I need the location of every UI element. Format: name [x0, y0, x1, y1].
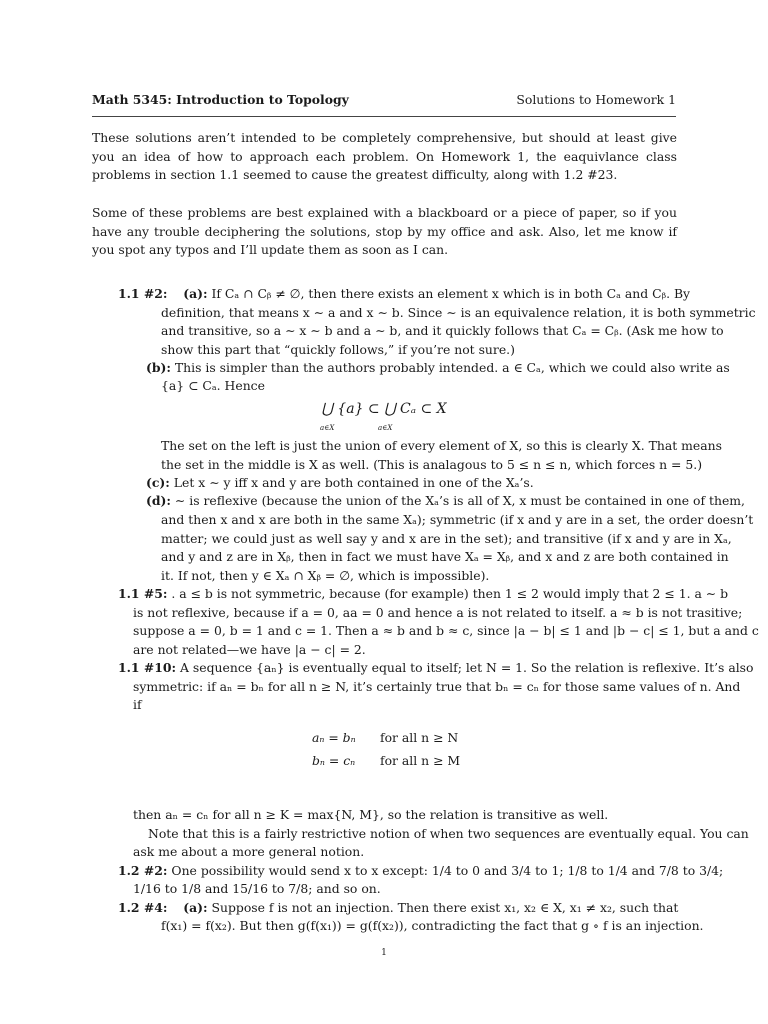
problem-label: 1.1 #5:	[118, 586, 168, 601]
text-line: 1/16 to 1/8 and 15/16 to 7/8; and so on.	[133, 881, 381, 896]
equation-1-right: for all n ≥ N	[380, 730, 459, 745]
text-line: Let x ∼ y iff x and y are both contained in one of the Xₐ’s.	[173, 475, 534, 490]
problem-1-1-2-line-a1	[118, 285, 691, 304]
intro-paragraph-1: These solutions aren’t intended to be completely comprehensive, but should at least give you an idea of how to approach each problem. On Homework 1, the eaquivlance class problems in section 1.1 seemed to cause the greatest difficulty, along with 1.2 #23.	[92, 130, 677, 183]
document-subtitle: Solutions to Homework 1	[516, 92, 676, 107]
equation-2-right: for all n ≥ M	[380, 753, 461, 768]
problem-label: 1.1 #2:	[118, 286, 168, 301]
text-line: f(x₁) = f(x₂). But then g(f(x₁)) = g(f(x₂)), contradicting the fact that g ∘ f is an injection.	[161, 918, 704, 933]
text-line: it. If not, then y ∈ Xₐ ∩ Xᵦ = ∅, which is impossible).	[161, 568, 490, 583]
union-index-2: a∈X	[378, 424, 393, 432]
text-line: suppose a = 0, b = 1 and c = 1. Then a ≈ b and b ≈ c, since |a − b| ≤ 1 and |b − c| ≤ 1, but a and c	[133, 623, 759, 638]
part-c-label: (c):	[146, 475, 170, 490]
text-line: symmetric: if aₙ = bₙ for all n ≥ N, it’s certainly true that bₙ = cₙ for those same values of n. And	[133, 679, 741, 694]
text-line: show this part that “quickly follows,” if you’re not sure.)	[161, 342, 515, 357]
text-line: definition, that means x ∼ a and x ∼ b. Since ∼ is an equivalence relation, it is both symmetric	[161, 305, 756, 320]
problem-label: 1.2 #2:	[118, 863, 168, 878]
text-line: This is simpler than the authors probably intended. a ∈ Cₐ, which we could also write as	[174, 360, 730, 375]
text-line: If Cₐ ∩ Cᵦ ≠ ∅, then there exists an element x which is in both Cₐ and Cᵦ. By	[211, 286, 691, 301]
text-line: then aₙ = cₙ for all n ≥ K = max{N, M}, so the relation is transitive as well.	[133, 807, 609, 822]
text-line: if	[133, 697, 142, 712]
part-b-line-1	[146, 359, 730, 378]
part-a-label: (a):	[183, 900, 208, 915]
intro-paragraph-2: Some of these problems are best explained with a blackboard or a piece of paper, so if you have any trouble deciphering the solutions, stop by my office and ask. Also, let me know if you spot any typos and I’ll update them as soon as I can.	[92, 205, 677, 258]
text-line: matter; we could just as well say y and x are in the set); and transitive (if x and y are in Xₐ,	[161, 531, 732, 546]
text-line: ask me about a more general notion.	[133, 844, 365, 859]
text-line: Note that this is a fairly restrictive notion of when two sequences are eventually equal. You can	[148, 826, 749, 841]
problem-label: 1.2 #4:	[118, 900, 168, 915]
text-line: and y and z are in Xᵦ, then in fact we must have Xₐ = Xᵦ, and x and z are both contained in	[161, 549, 729, 564]
text-line: The set on the left is just the union of every element of X, so this is clearly X. That means	[161, 438, 722, 453]
header-rule	[92, 116, 676, 117]
problem-label: 1.1 #10:	[118, 660, 177, 675]
part-a-label: (a):	[183, 286, 208, 301]
text-line: Suppose f is not an injection. Then there exist x₁, x₂ ∈ X, x₁ ≠ x₂, such that	[211, 900, 679, 915]
problem-1-1-5-line-1	[118, 585, 728, 604]
part-b-label: (b):	[146, 360, 171, 375]
text-line: and transitive, so a ∼ x ∼ b and a ∼ b, and it quickly follows that Cₐ = Cᵦ. (Ask me how to	[161, 323, 724, 338]
problem-1-1-10-line-1	[118, 659, 754, 678]
text-line: are not related—we have |a − c| = 2.	[133, 642, 366, 657]
equation-2-left: bₙ = cₙ	[312, 753, 356, 768]
running-header	[92, 91, 676, 110]
text-line: and then x and x are both in the same Xₐ); symmetric (if x and y are in a set, the order doesn’t	[161, 512, 754, 527]
display-equation-union: ⋃ {a} ⊂ ⋃ Cₐ ⊂ X	[321, 401, 447, 417]
union-index-1: a∈X	[320, 424, 335, 432]
text-line: the set in the middle is X as well. (This is analagous to 5 ≤ n ≤ n, which forces n = 5.)	[161, 457, 703, 472]
part-d-label: (d):	[146, 493, 171, 508]
text-line: A sequence {aₙ} is eventually equal to itself; let N = 1. So the relation is reflexive. It’s also	[180, 660, 754, 675]
text-line: ∼ is reflexive (because the union of the Xₐ’s is all of X, x must be contained in one of them,	[174, 493, 745, 508]
text-line: . a ≤ b is not symmetric, because (for example) then 1 ≤ 2 would imply that 2 ≤ 1. a ∼ b	[171, 586, 729, 601]
problem-1-2-2-line-1	[118, 862, 723, 881]
text-line: {a} ⊂ Cₐ. Hence	[161, 378, 265, 393]
course-title: Math 5345: Introduction to Topology	[92, 92, 349, 107]
text-line: One possibility would send x to x except: 1/4 to 0 and 3/4 to 1; 1/8 to 1/4 and 7/8 to 3/4;	[171, 863, 724, 878]
equation-1-left: aₙ = bₙ	[312, 730, 356, 745]
part-c-line	[146, 474, 534, 493]
part-d-line-1	[146, 492, 745, 511]
problem-1-2-4-line-1	[118, 899, 678, 918]
text-line: is not reflexive, because if a = 0, aa = 0 and hence a is not related to itself. a ≈ b is not trasitive;	[133, 605, 743, 620]
page-number: 1	[381, 948, 387, 958]
